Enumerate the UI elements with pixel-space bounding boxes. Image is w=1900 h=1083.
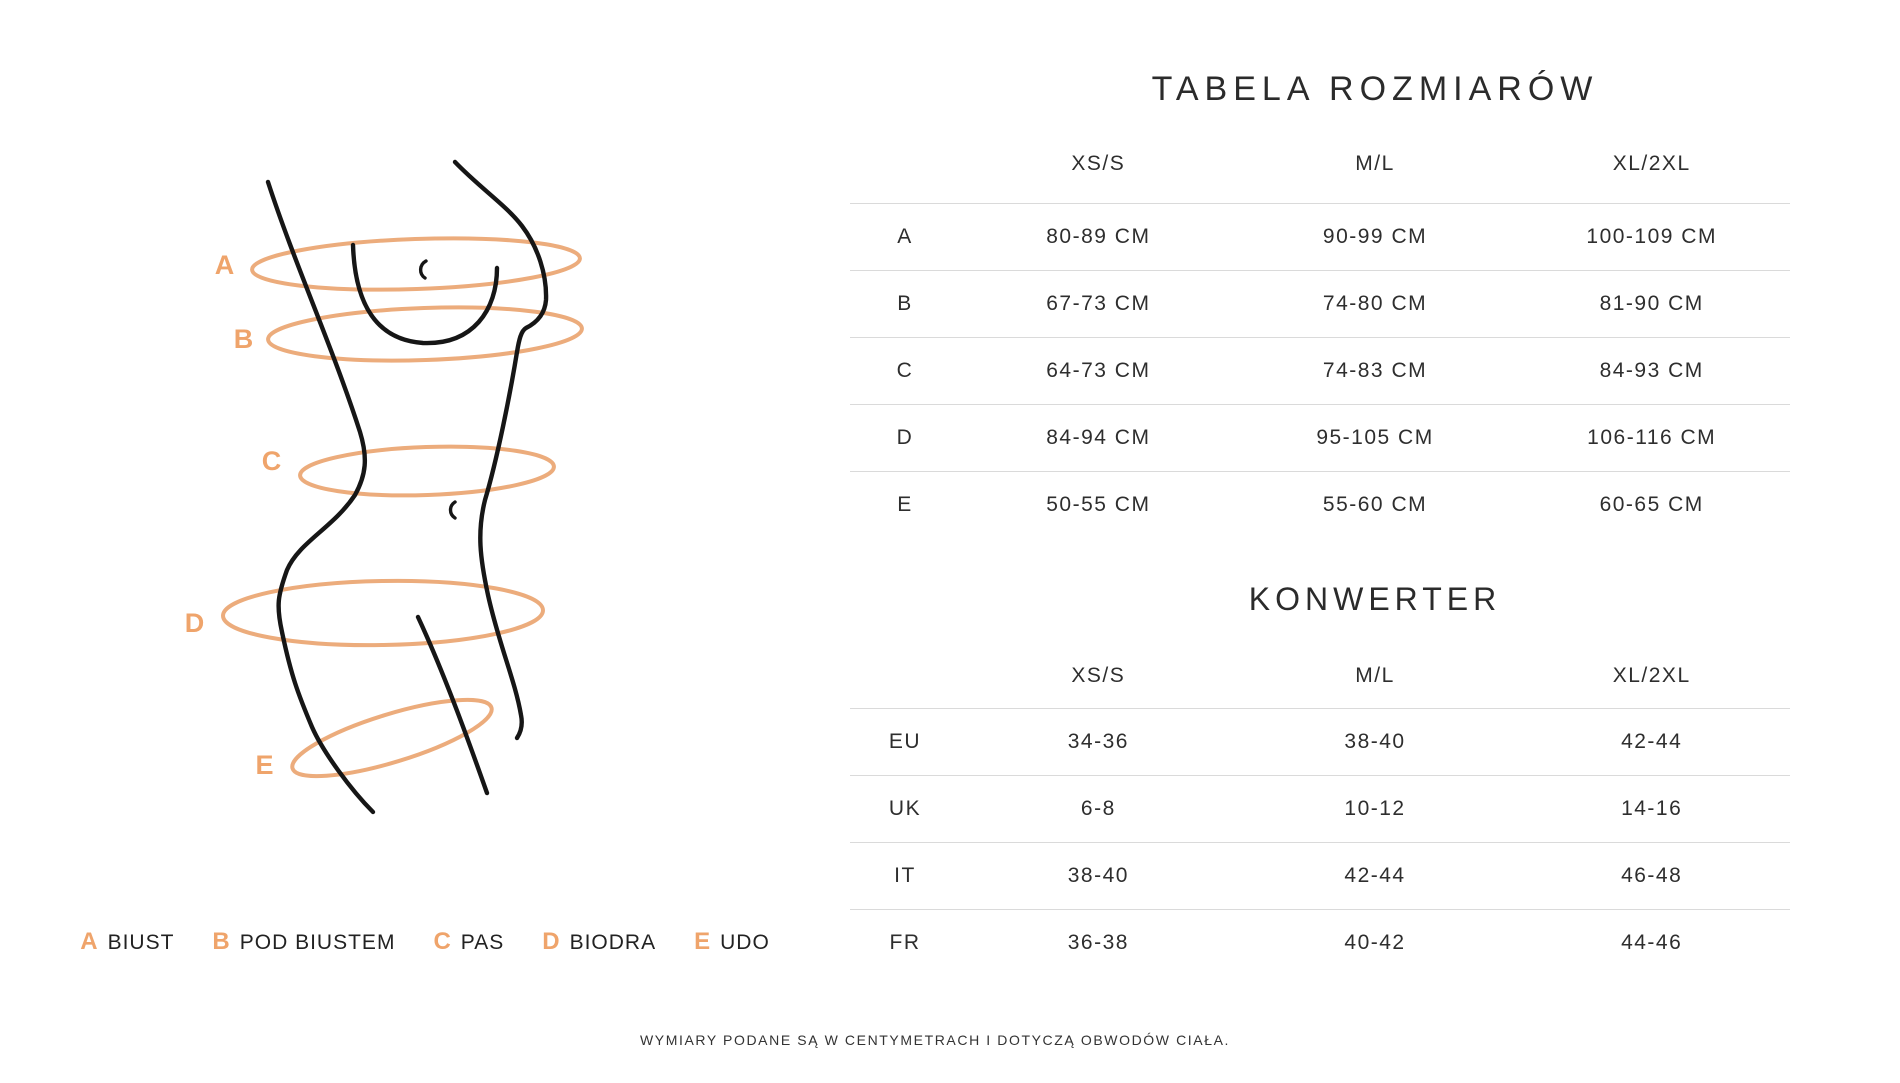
converter-table-value: 10-12 <box>1344 797 1406 820</box>
legend-key: C <box>433 928 451 955</box>
size-table-row <box>850 471 1790 538</box>
size-table-value: 90-99 CM <box>1322 225 1428 248</box>
legend-item <box>694 928 770 956</box>
size-table-value: 74-80 CM <box>1322 292 1428 315</box>
legend-key: A <box>80 928 98 955</box>
converter-table-value: 34-36 <box>1067 730 1129 753</box>
size-table-row-label: E <box>897 493 913 516</box>
waist-ellipse <box>299 443 555 500</box>
size-table-value: 55-60 CM <box>1322 493 1428 516</box>
page-title: TABELA ROZMIARÓW <box>1151 70 1599 108</box>
converter-table-value: 6-8 <box>1080 797 1116 820</box>
size-table-value: 50-55 CM <box>1046 493 1151 516</box>
size-table-value: 80-89 CM <box>1046 225 1151 248</box>
figure-marker-letters <box>185 250 283 780</box>
size-table-value: 84-94 CM <box>1046 426 1151 449</box>
legend-key: D <box>542 928 560 955</box>
converter-table-col-m-l: M/L <box>1355 663 1395 687</box>
legend-item <box>542 928 656 956</box>
legend-item <box>212 928 395 956</box>
converter-table-value: 36-38 <box>1067 931 1129 954</box>
legend-label: PAS <box>460 931 505 954</box>
legend-label: BIUST <box>107 931 175 954</box>
legend-label: UDO <box>720 931 770 954</box>
converter-table-value: 42-44 <box>1621 730 1683 753</box>
converter-table-row-label: EU <box>888 730 922 753</box>
figure-marker-a: A <box>214 250 236 280</box>
size-table-header-row <box>850 125 1790 203</box>
footer-note: WYMIARY PODANE SĄ W CENTYMETRACH I DOTYCZĄ OBWODÓW CIAŁA. <box>639 1032 1231 1048</box>
size-table-row <box>850 404 1790 471</box>
size-table-row <box>850 337 1790 404</box>
figure-marker-b: B <box>233 324 255 354</box>
converter-table-row <box>850 775 1790 842</box>
size-table-value: 81-90 CM <box>1599 292 1704 315</box>
legend-label: BIODRA <box>569 931 657 954</box>
converter-table-body <box>850 708 1790 976</box>
converter-table-row <box>850 708 1790 775</box>
hips-ellipse <box>222 578 543 648</box>
figure-marker-c: C <box>261 446 283 476</box>
converter-table-value: 44-46 <box>1621 931 1683 954</box>
size-table-col-xs-s: XS/S <box>1071 152 1126 175</box>
converter-table-value: 14-16 <box>1621 797 1683 820</box>
size-table-row-label: A <box>897 225 913 248</box>
size-table-value: 95-105 CM <box>1316 426 1434 449</box>
converter-table <box>850 643 1790 976</box>
legend-label: POD BIUSTEM <box>239 931 396 954</box>
legend-key: B <box>212 928 230 955</box>
converter-table-value: 38-40 <box>1067 864 1129 887</box>
figure-marker-d: D <box>184 608 206 638</box>
figure-marker-e: E <box>255 750 275 780</box>
measurement-legend <box>80 928 770 956</box>
legend-key: E <box>694 928 711 955</box>
converter-table-row-label: UK <box>888 797 922 820</box>
size-table-row-label: B <box>897 292 913 315</box>
converter-table-value: 42-44 <box>1344 864 1406 887</box>
converter-title: KONWERTER <box>1248 581 1502 617</box>
converter-table-value: 38-40 <box>1344 730 1406 753</box>
size-table-row <box>850 270 1790 337</box>
converter-table-row <box>850 842 1790 909</box>
size-table-value: 106-116 CM <box>1587 426 1717 449</box>
converter-table-row-label: FR <box>889 931 921 954</box>
size-table-col-xl-2xl: XL/2XL <box>1612 152 1691 175</box>
size-table-value: 67-73 CM <box>1046 292 1151 315</box>
size-table-value: 100-109 CM <box>1586 225 1717 248</box>
size-table-value: 60-65 CM <box>1599 493 1704 516</box>
converter-table-row <box>850 909 1790 976</box>
size-table-row <box>850 203 1790 270</box>
size-table-value: 74-83 CM <box>1322 359 1428 382</box>
legend-item <box>80 928 174 956</box>
size-table-row-label: C <box>896 359 914 382</box>
navel-mark <box>451 502 456 518</box>
legend-item <box>433 928 504 956</box>
size-table-body <box>850 203 1790 538</box>
size-table <box>850 125 1790 538</box>
converter-table-row-label: IT <box>894 864 916 887</box>
converter-table-header-row <box>850 643 1790 708</box>
converter-table-col-xs-s: XS/S <box>1071 663 1126 687</box>
size-table-row-label: D <box>896 426 914 449</box>
converter-table-value: 40-42 <box>1344 931 1406 954</box>
size-table-value: 64-73 CM <box>1046 359 1151 382</box>
size-table-value: 84-93 CM <box>1599 359 1704 382</box>
converter-table-col-xl-2xl: XL/2XL <box>1612 663 1691 687</box>
body-measurement-diagram <box>155 100 635 830</box>
nipple-mark <box>421 261 426 278</box>
converter-table-value: 46-48 <box>1621 864 1683 887</box>
measurement-ellipses <box>222 233 582 791</box>
size-table-col-m-l: M/L <box>1355 152 1395 175</box>
